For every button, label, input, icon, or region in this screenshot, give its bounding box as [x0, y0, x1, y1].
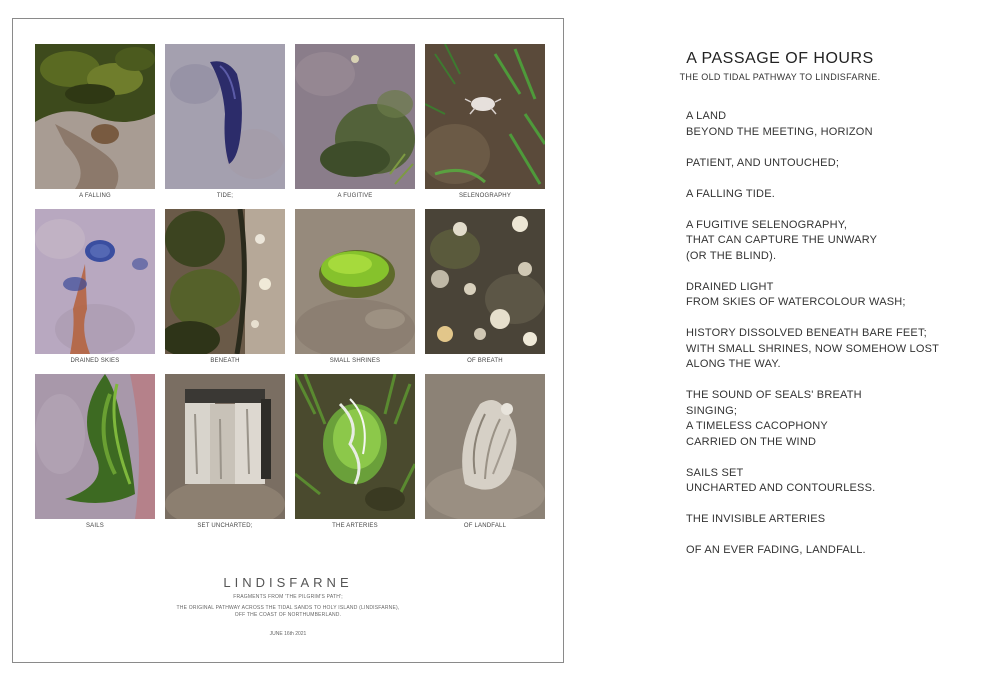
poem-line: THE INVISIBLE ARTERIES [686, 513, 826, 525]
photo-tile [35, 209, 155, 374]
photo-tile [425, 374, 545, 539]
blue-shell-sand-photo [35, 209, 155, 354]
tile-caption: OF LANDFALL [463, 523, 507, 529]
poem-line: FROM SKIES OF WATERCOLOUR WASH; [686, 296, 906, 308]
poem-stanza [686, 512, 976, 528]
poem-line: THAT CAN CAPTURE THE UNWARY [686, 234, 878, 246]
poem-line: UNCHARTED AND CONTOURLESS. [686, 482, 876, 494]
poem-line: A FALLING TIDE. [686, 187, 775, 200]
photo-tile [165, 374, 285, 539]
poem-line: PATIENT, AND UNTOUCHED; [686, 156, 840, 169]
tile-caption: A FALLING [79, 193, 111, 199]
tile-caption: SMALL SHRINES [329, 358, 381, 364]
photo-grid [35, 44, 545, 539]
photo-tile [295, 209, 415, 374]
poem-line: CARRIED ON THE WIND [686, 435, 817, 448]
poem-line: A TIMELESS CACOPHONY [686, 420, 828, 432]
poem-stanza [686, 543, 976, 559]
poster-date: JUNE 16th 2021 [269, 631, 307, 637]
poem-line: A LAND [686, 110, 727, 122]
poem-line: SAILS SET [686, 466, 744, 479]
tile-caption: SAILS [85, 523, 104, 529]
poem-line: A FUGITIVE SELENOGRAPHY, [686, 218, 848, 231]
tile-caption: A FUGITIVE [337, 193, 373, 199]
shells-pebbles-photo [425, 209, 545, 354]
poem-line: THE SOUND OF SEALS' BREATH [686, 389, 862, 401]
photo-tile [425, 209, 545, 374]
poem-body [686, 109, 976, 574]
tile-caption: DRAINED SKIES [70, 358, 120, 364]
poem-line: HISTORY DISSOLVED BENEATH BARE FEET; [686, 327, 927, 339]
poem-stanza [686, 280, 976, 311]
photo-tile [295, 374, 415, 539]
muddy-sand-photo [295, 44, 415, 189]
green-weed-stream-photo [35, 374, 155, 519]
poem-title: A PASSAGE OF HOURS [686, 50, 874, 67]
poster-title: LINDISFARNE [223, 575, 353, 590]
poster-description-line: THE ORIGINAL PATHWAY ACROSS THE TIDAL SANDS TO HOLY ISLAND (LINDISFARNE), [176, 605, 400, 611]
photo-tile [165, 44, 285, 209]
tile-caption: SET UNCHARTED; [197, 523, 253, 529]
poem-line: (OR THE BLIND). [686, 249, 777, 262]
green-algae-rock-photo [295, 209, 415, 354]
poster-subtitle: FRAGMENTS FROM 'THE PILGRIM'S PATH'; [233, 594, 343, 600]
tile-caption: SELENOGRAPHY [458, 193, 512, 199]
feathers-bird-photo [425, 374, 545, 519]
poem-stanza [686, 466, 976, 497]
photo-tile [165, 209, 285, 374]
poem-stanza [686, 326, 976, 373]
poster-description-line: OFF THE COAST OF NORTHUMBERLAND. [234, 612, 342, 618]
poem-subtitle: THE OLD TIDAL PATHWAY TO LINDISFARNE. [679, 72, 881, 82]
poem-stanza [686, 218, 976, 265]
poem-stanza [686, 109, 976, 140]
poem-stanza [686, 156, 976, 172]
seaweed-rocks-photo [165, 209, 285, 354]
photo-tile [295, 44, 415, 209]
mussel-shell-photo [165, 44, 285, 189]
poem-line: ALONG THE WAY. [686, 358, 781, 370]
photo-tile [35, 44, 155, 209]
poster-frame [12, 18, 564, 663]
tile-caption: THE ARTERIES [332, 523, 378, 529]
tile-caption: TIDE; [216, 193, 234, 199]
poem-stanza [686, 187, 976, 203]
green-grass-weed-photo [295, 374, 415, 519]
poem-stanza [686, 388, 976, 450]
seaweed-wrack-photo [35, 44, 155, 189]
poem-line: DRAINED LIGHT [686, 280, 774, 293]
driftwood-post-photo [165, 374, 285, 519]
poem-line: SINGING; [686, 404, 738, 417]
poster-description [13, 605, 563, 619]
tile-caption: OF BREATH [467, 358, 503, 364]
photo-tile [425, 44, 545, 209]
poem-line: BEYOND THE MEETING, HORIZON [686, 125, 873, 138]
grass-crab-photo [425, 44, 545, 189]
poem-line: OF AN EVER FADING, LANDFALL. [686, 544, 866, 556]
poem-line: WITH SMALL SHRINES, NOW SOMEHOW LOST [686, 342, 940, 355]
tile-caption: BENEATH [210, 358, 240, 364]
photo-tile [35, 374, 155, 539]
